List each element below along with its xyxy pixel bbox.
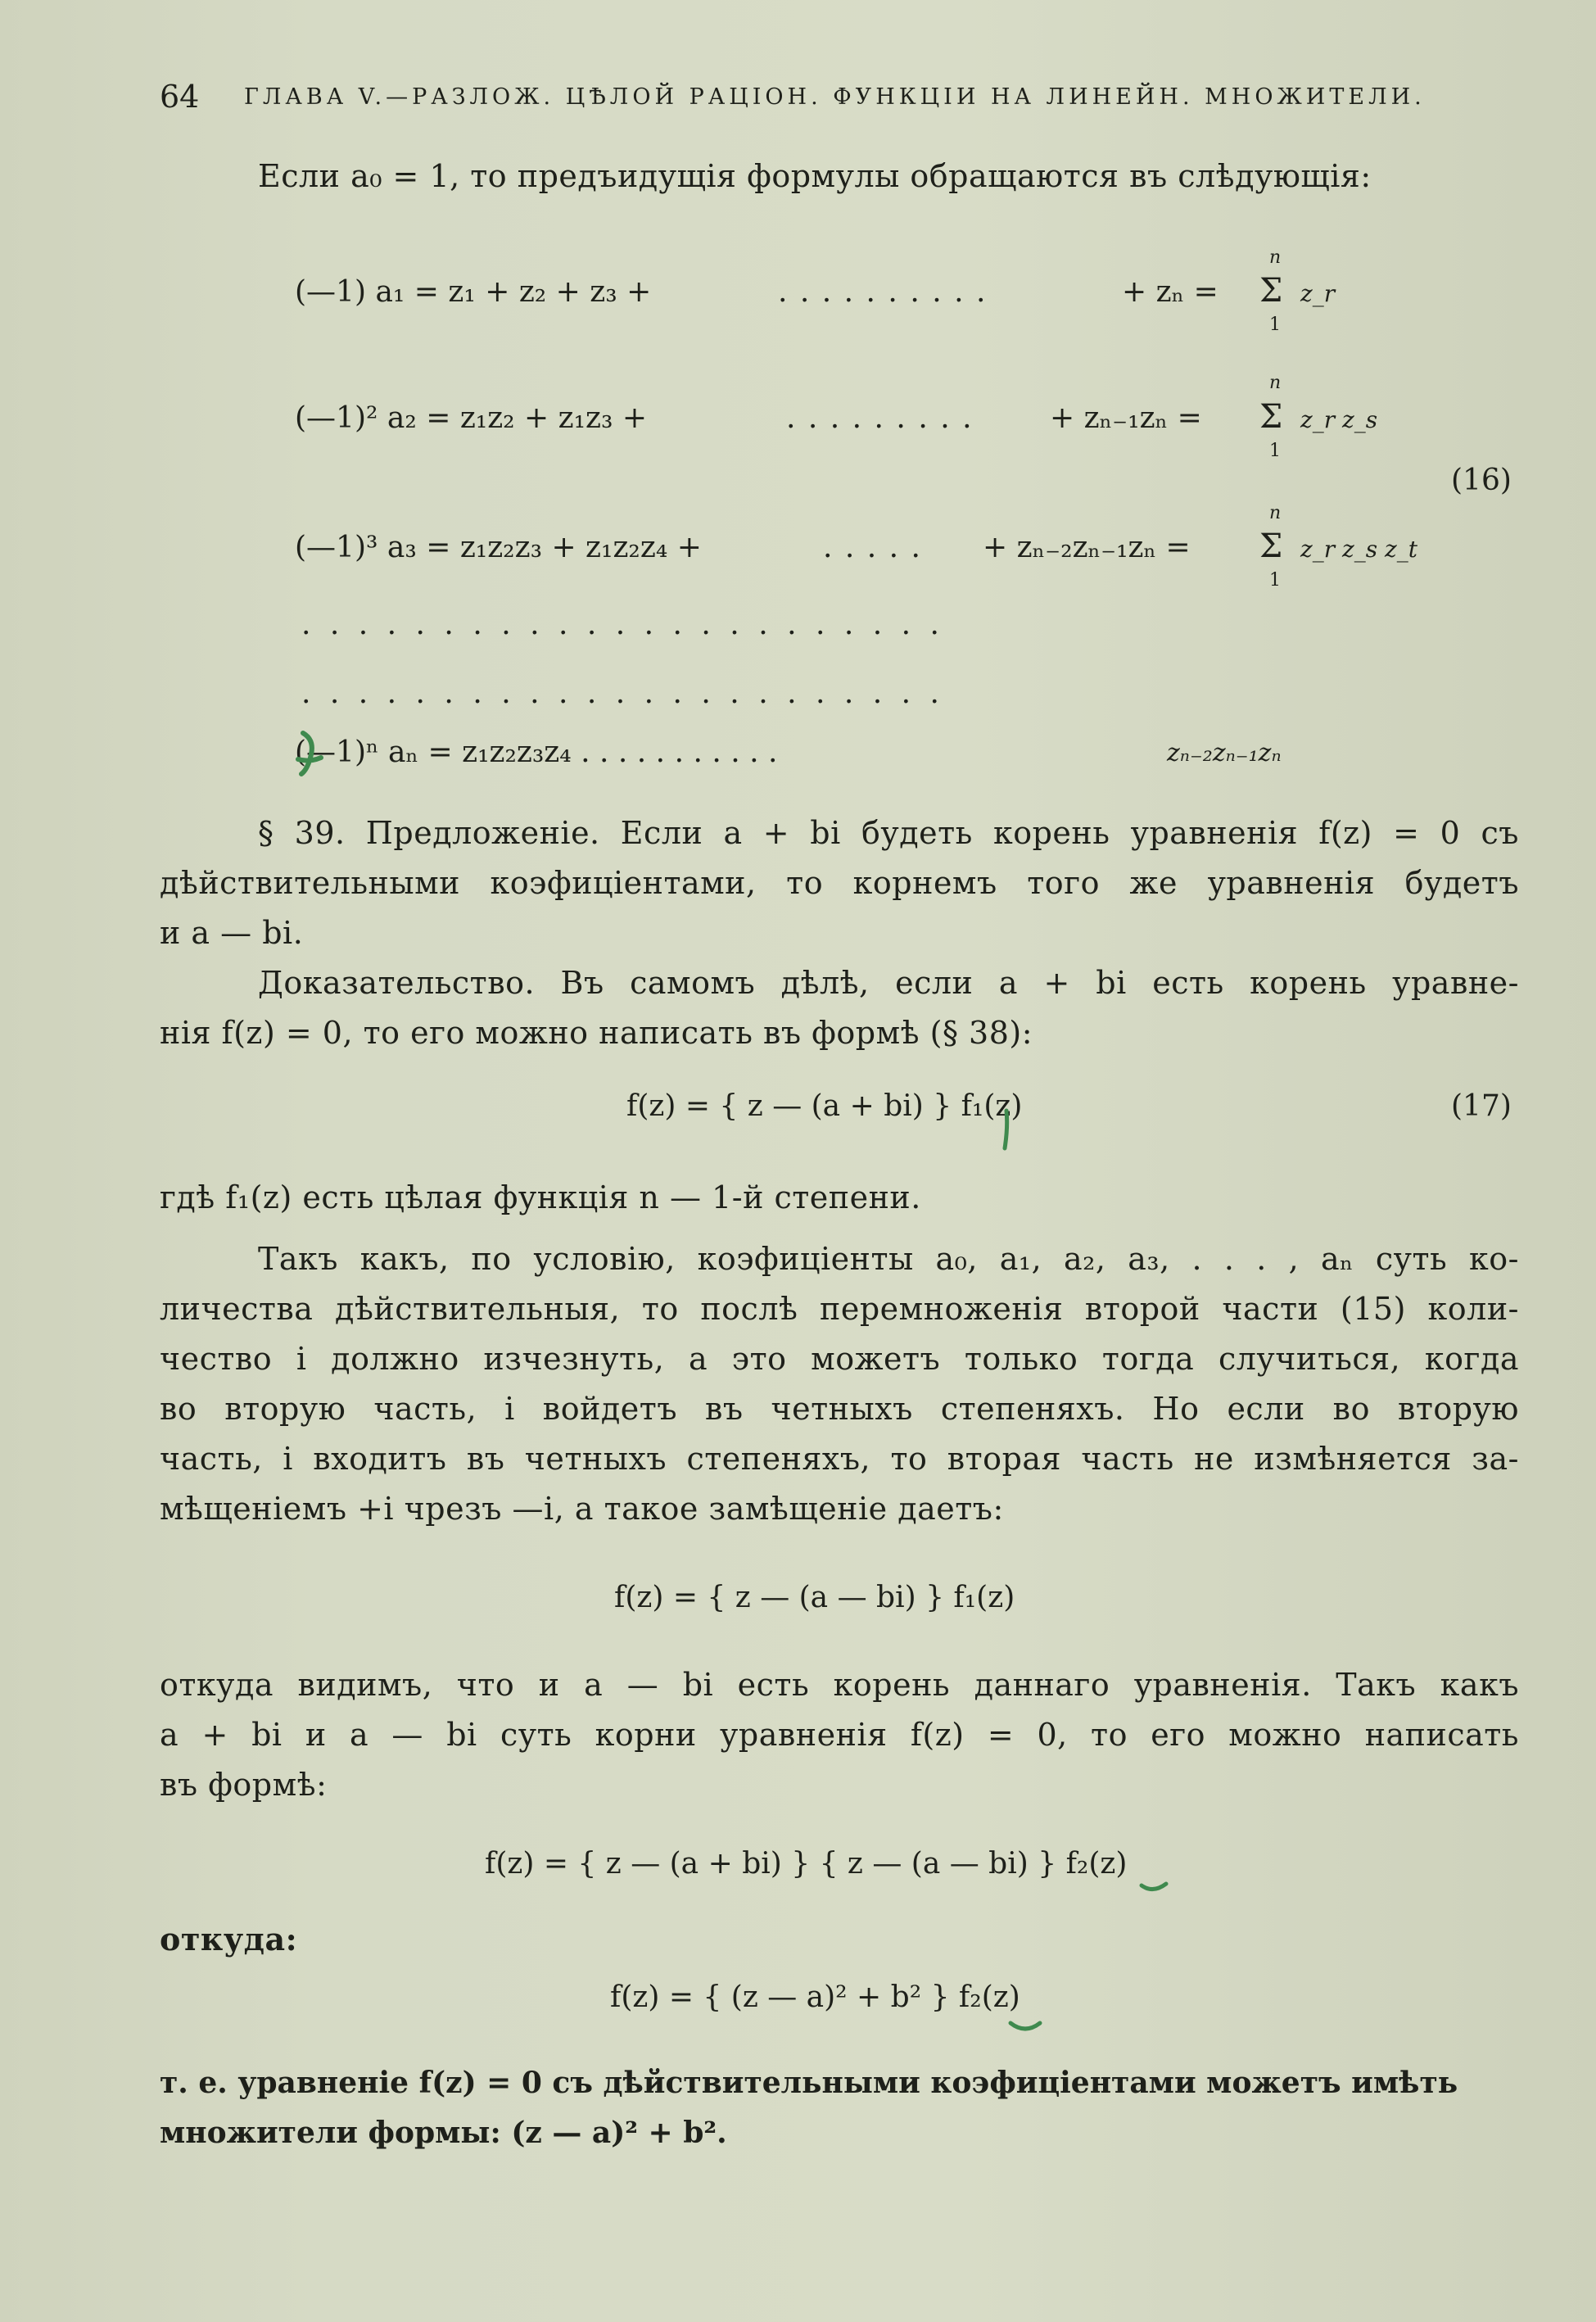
- green-pencil-mark-2: [995, 1107, 1020, 1156]
- equation-number-16: (16): [1451, 464, 1512, 497]
- para2-line-1: Такъ какъ, по условію, коэфиціенты a₀, a₁, a₂, a₃, . . . , aₙ суть ко-: [258, 1241, 1519, 1277]
- intro-line: Если a₀ = 1, то предъидущія формулы обращаются въ слѣдующія:: [258, 158, 1372, 194]
- system-row-3-rhs: + zₙ₋₂zₙ₋₁zₙ =: [983, 531, 1191, 564]
- after-17-line: гдѣ f₁(z) есть цѣлая функція n — 1-й степени.: [160, 1179, 921, 1215]
- system-row-2-rhs: + zₙ₋₁zₙ =: [1050, 401, 1202, 435]
- system-row-2-dots: . . . . . . . . .: [786, 401, 974, 435]
- sum-2-term: z_r z_s: [1300, 406, 1378, 433]
- green-pencil-mark-3: [1138, 1866, 1171, 1899]
- sum-1-lower: 1: [1269, 315, 1281, 335]
- para2-line-4: во вторую часть, i войдетъ въ четныхъ степеняхъ. Но если во вторую: [160, 1391, 1519, 1427]
- system-last-row-lhs: (—1)ⁿ aₙ = z₁z₂z₃z₄ . . . . . . . . . . .: [295, 736, 778, 769]
- sum-2-sign: Σ: [1259, 398, 1283, 436]
- section-39-line-3: и a — bi.: [160, 915, 304, 951]
- equation-conjugate: f(z) = { z — (a — bi) } f₁(z): [614, 1581, 1015, 1614]
- system-row-1-rhs: + zₙ =: [1122, 275, 1218, 309]
- para3-line-3: въ формѣ:: [160, 1767, 328, 1803]
- para2-line-5: часть, i входитъ въ четныхъ степеняхъ, то вторая часть не измѣняется за-: [160, 1441, 1519, 1477]
- ellipsis-row-1: . . . . . . . . . . . . . . . . . . . . . . .: [301, 608, 944, 641]
- green-pencil-mark-1: [287, 725, 336, 782]
- equation-square-form: f(z) = { (z — a)² + b² } f₂(z): [610, 1980, 1020, 2014]
- para2-line-6: мѣщеніемъ +i чрезъ —i, а такое замѣщеніе даетъ:: [160, 1491, 1004, 1527]
- system-row-2-lhs: (—1)² a₂ = z₁z₂ + z₁z₃ +: [295, 401, 648, 435]
- running-head: ГЛАВА V.—РАЗЛОЖ. ЦѢЛОЙ РАЦІОН. ФУНКЦІИ НА ЛИНЕЙН. МНОЖИТЕЛИ.: [244, 84, 1426, 110]
- sum-3-sign: Σ: [1259, 527, 1283, 565]
- sum-1-upper: n: [1269, 247, 1282, 268]
- conclusion-line-1: т. е. уравненіе f(z) = 0 съ дѣйствительными коэфиціентами можетъ имѣть: [160, 2066, 1458, 2100]
- system-row-3-dots: . . . . .: [823, 531, 922, 564]
- whence-line: откуда:: [160, 1921, 298, 1958]
- conclusion-line-2: множители формы: (z — a)² + b².: [160, 2116, 727, 2150]
- page-number: 64: [160, 79, 200, 115]
- ellipsis-row-2: . . . . . . . . . . . . . . . . . . . . . . .: [301, 677, 944, 710]
- section-39-line-2: дѣйствительными коэфиціентами, то корнемъ того же уравненія будетъ: [160, 865, 1519, 901]
- section-39-line-1: § 39. Предложеніе. Если a + bi будеть корень уравненія f(z) = 0 съ: [258, 815, 1519, 851]
- system-row-1-lhs: (—1) a₁ = z₁ + z₂ + z₃ +: [295, 275, 652, 309]
- para3-line-1: откуда видимъ, что и a — bi есть корень даннаго уравненія. Такъ какъ: [160, 1667, 1519, 1703]
- system-row-3-lhs: (—1)³ a₃ = z₁z₂z₃ + z₁z₂z₄ +: [295, 531, 702, 564]
- sum-1-term: z_r: [1300, 280, 1336, 307]
- sum-3-lower: 1: [1269, 570, 1281, 591]
- sum-3-term: z_r z_s z_t: [1300, 536, 1418, 563]
- equation-number-17: (17): [1451, 1089, 1512, 1123]
- para2-line-2: личества дѣйствительныя, то послѣ перемноженія второй части (15) коли-: [160, 1291, 1519, 1327]
- green-pencil-mark-4: [1006, 1998, 1047, 2039]
- sum-2-upper: n: [1269, 373, 1282, 393]
- proof-line-1: Доказательство. Въ самомъ дѣлѣ, если a + bi есть корень уравне-: [258, 965, 1519, 1001]
- sum-3-upper: n: [1269, 503, 1282, 523]
- para2-line-3: чество i должно изчезнуть, а это можетъ только тогда случиться, когда: [160, 1341, 1519, 1377]
- sum-1-sign: Σ: [1259, 272, 1283, 310]
- sum-2-lower: 1: [1269, 441, 1281, 461]
- para3-line-2: a + bi и a — bi суть корни уравненія f(z) = 0, то его можно написать: [160, 1717, 1519, 1753]
- system-last-row-rhs: zₙ₋₂zₙ₋₁zₙ: [1167, 739, 1282, 767]
- system-row-1-dots: . . . . . . . . . .: [778, 275, 988, 309]
- proof-line-2: нія f(z) = 0, то его можно написать въ формѣ (§ 38):: [160, 1015, 1033, 1051]
- equation-17: f(z) = { z — (a + bi) } f₁(z): [626, 1089, 1023, 1123]
- equation-both-roots: f(z) = { z — (a + bi) } { z — (a — bi) } f₂(z): [485, 1847, 1128, 1881]
